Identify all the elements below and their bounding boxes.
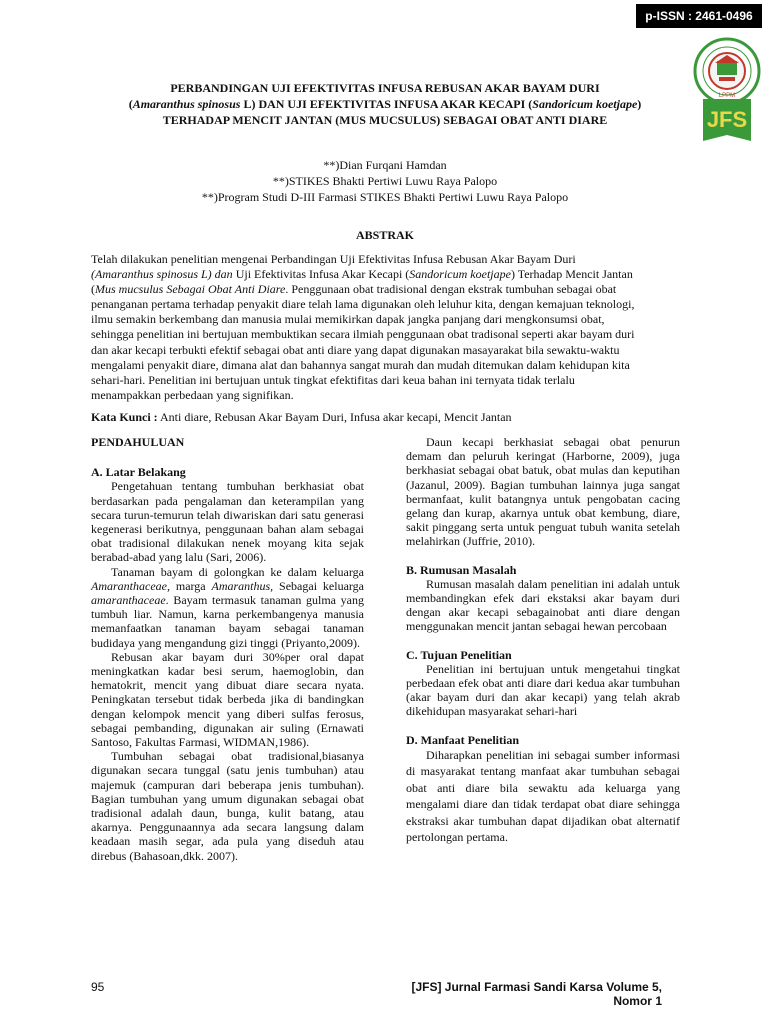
left-column <box>91 435 364 863</box>
subsection-heading-a: A. Latar Belakang <box>91 465 186 480</box>
subsection-heading-d: D. Manfaat Penelitian <box>406 732 519 747</box>
title-paren-open: ( <box>128 97 133 111</box>
paragraph: Rebusan akar bayam duri 30%per oral dapat meningkatkan kadar besi serum, haemoglobin, dan hematokrit, mencit yang dibuat diare secara nyata. Peningkatan tersebut tidak berbeda jika di bandingkan dengan kelompok mencit yang diberi sulfas ferosus, sebagai pembanding, digunakan air suling (Ernawati Santoso, Fakultas Farmasi, WIDMAN,1986). <box>91 649 364 750</box>
title-line-3: TERHADAP MENCIT JANTAN (MUS MUCSULUS) SEBAGAI OBAT ANTI DIARE <box>162 113 608 127</box>
paragraph <box>91 565 364 650</box>
paragraph: Diharapkan penelitian ini sebagai sumber informasi di masyarakat tentang manfaat akar tumbuhan sebagai obat anti diare bila sewaktu ada keluarga yang mengalami diare dan tidak terdapat obat diare sehingga ekstraksi akar tumbuhan dapat dijadikan obat alternatif pertolongan pertama. <box>406 747 680 845</box>
page-number: 95 <box>91 980 105 994</box>
abstract-text: Uji Efektivitas Infusa Akar Kecapi ( <box>232 267 410 282</box>
abstract-italic: Mus mucsulus Sebagai Obat Anti Diare <box>95 282 286 297</box>
abstract-line: sehari-hari. Penelitian ini bertujuan untuk tingkat efektifitas dari keua bahan ini ternyata tidak terlalu <box>91 372 575 387</box>
abstract-line: Telah dilakukan penelitian mengenai Perbandingan Uji Efektivitas Infusa Rebusan Akar Bayam Duri <box>91 252 576 266</box>
abstract-body <box>91 252 680 403</box>
keywords-label: Kata Kunci : <box>91 410 158 424</box>
jfs-logo-icon <box>693 37 761 143</box>
paragraph-text: , Sebagai keluarga <box>270 578 364 593</box>
paragraph: Tumbuhan sebagai obat tradisional,biasanya digunakan secara tunggal (satu jenis tumbuhan) atau majemuk (campuran dari beberapa jenis tumbuhan). Bagian tumbuhan yang umum digunakan sebagai obat tradisional adalah daun, bunga, kulit batang, atau akarnya. Penggunaannya ada secara langsung dalam keadaan masih segar, ada pula yang diseduh atau direbus (Bahasoan,dkk. 2007). <box>91 749 364 863</box>
keywords-text: Anti diare, Rebusan Akar Bayam Duri, Infusa akar kecapi, Mencit Jantan <box>157 410 512 424</box>
subsection-heading-b: B. Rumusan Masalah <box>406 562 517 577</box>
keywords <box>91 410 680 425</box>
paragraph-italic: amaranthaceae <box>91 593 166 608</box>
paragraph-text: marga <box>169 578 212 593</box>
abstract-line: penanganan pertama terhadap penyakit diare telah lama digunakan oleh leluhur kita, dengan kemajuan teknologi, <box>91 297 635 312</box>
title-species-2: Sandoricum koetjape <box>532 97 638 111</box>
abstract-line: dan akar kecapi terbukti efektif sebagai obat anti diare yang dapat digunakan masayarakat bila sewaktu-waktu <box>91 342 620 357</box>
paper-title <box>90 80 680 128</box>
author-affiliation-1: **)STIKES Bhakti Pertiwi Luwu Raya Palopo <box>272 174 498 188</box>
title-species-1: Amaranthus spinosus <box>132 97 241 111</box>
paragraph-text: Tanaman bayam di golongkan ke dalam keluarga <box>111 564 364 579</box>
paragraph: Pengetahuan tentang tumbuhan berkhasiat obat berdasarkan pada pengalaman dan keterampilan yang secara turun-temurun telah diwariskan dari satu generasi kegenerasi berikutnya, penggunaan bahan alam sebagai obat tradisional dilakukan nenek moyang kita sejak berabad-abad yang lalu (Sari, 2006). <box>91 479 364 565</box>
paragraph: Daun kecapi berkhasiat sebagai obat penurun demam dan peluruh keringat (Harborne, 2009), juga berkhasiat sebagai obat batuk, obat mulas dan keputihan (Jazanul, 2009). Bagian tumbuhan lainnya juga sangat bermanfaat, kulit batangnya untuk pengobatan cacing gelang dan kurap, akarnya untuk obat kembung, diare, sakit pinggang serta untuk penguat tubuh wanita setelah melahirkan (Juffrie, 2010). <box>406 435 680 549</box>
abstract-line: sehingga penelitian ini bertujuan membuktikan secara ilmiah penggunaan obat tradisonal seperti akar bayam duri <box>91 327 635 342</box>
paragraph-italic: Amaranthus <box>211 578 271 593</box>
author-affiliation-2: **)Program Studi D-III Farmasi STIKES Bhakti Pertiwi Luwu Raya Palopo <box>201 190 569 204</box>
title-paren-close: ) <box>637 97 642 111</box>
logo-lppm-text: LPPM <box>718 93 736 99</box>
title-line-2 <box>90 96 680 112</box>
paragraph-text: . Bayam termasuk tanaman gulma yang tumbuh liar. Namun, karna perkembangenya manusia memanfaatkan tanaman bayam sebagai tanaman budidaya yang mengandung gizi tinggi (Priyanto,2009). <box>91 593 364 650</box>
title-middle: L) DAN UJI EFEKTIVITAS INFUSA AKAR KECAPI ( <box>240 97 533 111</box>
issn-badge: p-ISSN : 2461-0496 <box>636 4 762 28</box>
abstract-heading: ABSTRAK <box>355 228 414 242</box>
subsection-heading-c: C. Tujuan Penelitian <box>406 647 512 662</box>
logo-jfs-text: JFS <box>706 107 748 132</box>
spacer <box>406 719 680 733</box>
abstract-line: menampakkan perbedaan yang signifikan. <box>91 387 294 402</box>
spacer <box>406 634 680 648</box>
abstract-italic: (Amaranthus spinosus L) dan <box>91 267 233 282</box>
paragraph: Penelitian ini bertujuan untuk mengetahui tingkat perbedaan efek obat anti diare dari kedua akar tumbuhan (akar bayam duri dan akar kecapi) yang telah akrab dikehidupan masyarakat sehari-hari <box>406 661 680 719</box>
abstract-text: . Penggunaan obat tradisional dengan ekstrak tumbuhan sebagai obat <box>285 282 617 297</box>
spacer <box>406 549 680 563</box>
abstract-line: ilmu semakin berkembang dan manusia mulai memikirkan dapak jangka panjang dari mengkonsumsi obat, <box>91 312 605 327</box>
authors-block <box>90 157 680 205</box>
right-column <box>406 435 680 846</box>
journal-footer: [JFS] Jurnal Farmasi Sandi Karsa Volume 5, Nomor 1 <box>411 980 662 1008</box>
abstract-line: mengalami penyakit diare, dimana alat dan bahannya sangat murah dan mudah ditemukan dalam kehidupan kita <box>91 357 630 372</box>
paragraph-italic: Amaranthaceae, <box>91 578 170 593</box>
abstract-italic: Sandoricum koetjape <box>409 267 511 282</box>
abstract-line <box>91 282 680 297</box>
abstract-line <box>91 267 680 282</box>
paragraph: Rumusan masalah dalam penelitian ini adalah untuk membandingkan efek dari ekstaksi akar bayam duri dengan akar kecapi sebagainobat anti diare dengan menggunakan mencit jantan sebagai hewan percobaan <box>406 576 680 634</box>
section-heading-pendahuluan: PENDAHULUAN <box>91 435 185 449</box>
title-line-1: PERBANDINGAN UJI EFEKTIVITAS INFUSA REBUSAN AKAR BAYAM DURI <box>170 81 600 95</box>
abstract-text: ) Terhadap Mencit Jantan <box>510 267 633 282</box>
author-name: **)Dian Furqani Hamdan <box>323 158 447 172</box>
abstract-text: ( <box>91 282 95 297</box>
